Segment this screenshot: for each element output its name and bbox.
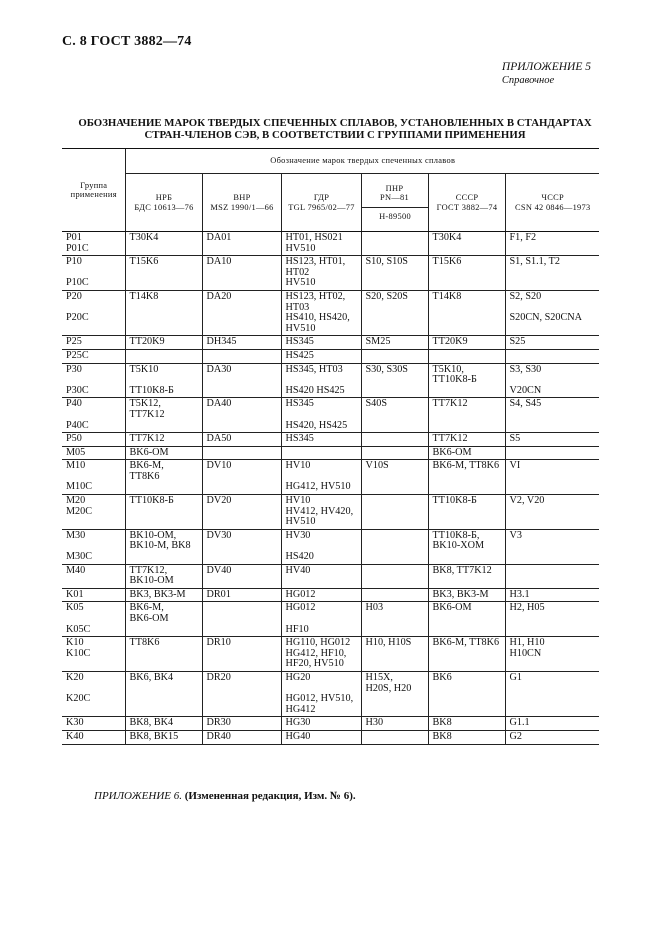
grade-cell: G2 — [505, 730, 599, 744]
grade-cell: S2, S20 S20CN, S20CNA — [505, 290, 599, 335]
grade-cell — [361, 446, 428, 460]
grade-cell: H15X, H20S, H20 — [361, 671, 428, 716]
grade-cell: BK6 — [428, 671, 505, 716]
grade-cell: HS345 — [281, 433, 361, 447]
grade-cell — [428, 349, 505, 363]
grade-cell: DV10 — [202, 460, 281, 495]
grade-cell: DR01 — [202, 588, 281, 602]
group-cell: M05 — [62, 446, 125, 460]
appendix-note: Справочное — [501, 75, 555, 86]
group-cell: P01 P01C — [62, 232, 125, 256]
col-standard: БДС 10613—76 — [134, 202, 194, 212]
grade-cell — [361, 495, 428, 530]
grade-cell: TT7K12 — [428, 433, 505, 447]
grade-cell: DA30 — [202, 363, 281, 398]
grade-cell: TT7K12, BK10-OM — [125, 564, 202, 588]
table-row — [62, 564, 599, 588]
alloy-table — [62, 148, 599, 745]
grade-cell: TT10K8-Б — [125, 495, 202, 530]
col-standard: CSN 42 0846—1973 — [514, 202, 591, 212]
grade-cell: DA10 — [202, 256, 281, 291]
grade-cell — [505, 564, 599, 588]
group-cell: K01 — [62, 588, 125, 602]
grade-cell: DV20 — [202, 495, 281, 530]
grade-cell: TT7K12 — [428, 398, 505, 433]
col-standard: PN—81 — [380, 193, 409, 203]
col-header-sssr — [428, 174, 505, 232]
grade-cell: H1, H10 H10CN — [505, 637, 599, 672]
grade-cell — [202, 602, 281, 637]
table-row — [62, 398, 599, 433]
grade-cell: DR40 — [202, 730, 281, 744]
grade-cell: T30K4 — [428, 232, 505, 256]
grade-cell: HS345 — [281, 336, 361, 350]
grade-cell: HS345, HT03 HS420 HS425 — [281, 363, 361, 398]
table-row — [62, 529, 599, 564]
grade-cell: T15K6 — [125, 256, 202, 291]
table-row — [62, 717, 599, 731]
col-country: СССР — [455, 193, 479, 202]
grade-cell: BK8, BK15 — [125, 730, 202, 744]
col-standard: TGL 7965/02—77 — [288, 202, 355, 212]
group-cell: P50 — [62, 433, 125, 447]
grade-cell: TT10K8-Б, BK10-XOM — [428, 529, 505, 564]
title-line-1: ОБОЗНАЧЕНИЕ МАРОК ТВЕРДЫХ СПЕЧЕННЫХ СПЛАВОВ, УСТАНОВЛЕННЫХ В СТАНДАРТАХ — [78, 117, 592, 129]
col-country: НРБ — [155, 193, 173, 202]
grade-cell: BK6-M, BK6-OM — [125, 602, 202, 637]
title-line-2: СТРАН-ЧЛЕНОВ СЭВ, В СООТВЕТСТВИИ С ГРУППАМИ ПРИМЕНЕНИЯ — [144, 129, 526, 141]
col-country: ГДР — [313, 193, 330, 202]
grade-cell: HG30 — [281, 717, 361, 731]
grade-cell: H3.1 — [505, 588, 599, 602]
grade-cell: S10, S10S — [361, 256, 428, 291]
grade-cell: HG012 HF10 — [281, 602, 361, 637]
grade-cell: BK3, BK3-M — [125, 588, 202, 602]
grade-cell: HG110, HG012 HG412, HF10, HF20, HV510 — [281, 637, 361, 672]
grade-cell: T14K8 — [125, 290, 202, 335]
grade-cell — [281, 446, 361, 460]
appendix-label — [502, 60, 591, 88]
col-country: ВНР — [233, 193, 251, 202]
grade-cell: S5 — [505, 433, 599, 447]
grade-cell: HG40 — [281, 730, 361, 744]
table-row — [62, 588, 599, 602]
group-cell: P30 P30C — [62, 363, 125, 398]
grade-cell: DA01 — [202, 232, 281, 256]
table-row — [62, 349, 599, 363]
col-country: ЧССР — [541, 193, 564, 202]
col-standard: ГОСТ 3882—74 — [436, 202, 498, 212]
group-cell: P20 P20C — [62, 290, 125, 335]
group-cell: K30 — [62, 717, 125, 731]
grade-cell: S30, S30S — [361, 363, 428, 398]
grade-cell: DR10 — [202, 637, 281, 672]
group-cell: M20 M20C — [62, 495, 125, 530]
table-row — [62, 363, 599, 398]
grade-cell: H30 — [361, 717, 428, 731]
grade-cell — [361, 588, 428, 602]
grade-cell: BK10-OM, BK10-M, BK8 — [125, 529, 202, 564]
grade-cell: BK8, BK4 — [125, 717, 202, 731]
grade-cell: T5K10, TT10K8-Б — [428, 363, 505, 398]
col-header-gdr — [281, 174, 361, 232]
grade-cell: H03 — [361, 602, 428, 637]
grade-cell: T30K4 — [125, 232, 202, 256]
grade-cell: HG012 — [281, 588, 361, 602]
col-header-chssr — [505, 174, 599, 232]
grade-cell: S4, S45 — [505, 398, 599, 433]
grade-cell — [361, 730, 428, 744]
group-cell: K20 K20C — [62, 671, 125, 716]
grade-cell: TT10K8-Б — [428, 495, 505, 530]
grade-cell: HS345 HS420, HS425 — [281, 398, 361, 433]
grade-cell: T5K10 TT10K8-Б — [125, 363, 202, 398]
grade-cell — [361, 529, 428, 564]
footnote-text: (Измененная редакция, Изм. № 6). — [184, 790, 356, 802]
grade-cell: H2, H05 — [505, 602, 599, 637]
grade-cell: HS425 — [281, 349, 361, 363]
grade-cell: DH345 — [202, 336, 281, 350]
group-header: Группа применения — [62, 149, 125, 232]
table-row — [62, 336, 599, 350]
grade-cell: SM25 — [361, 336, 428, 350]
grade-cell: BK6-M, TT8K6 — [428, 460, 505, 495]
grade-cell — [505, 446, 599, 460]
group-cell: K40 — [62, 730, 125, 744]
grade-cell: BK6-OM — [125, 446, 202, 460]
grade-cell: BK6-OM — [428, 602, 505, 637]
page-header: С. 8 ГОСТ 3882—74 — [62, 34, 192, 49]
table-row — [62, 256, 599, 291]
grade-cell: DA20 — [202, 290, 281, 335]
col-standard-extra: H-89500 — [379, 211, 411, 221]
table-row — [62, 433, 599, 447]
grade-cell: HS123, HT02, HT03 HS410, HS420, HV510 — [281, 290, 361, 335]
table-body — [62, 232, 599, 745]
table-row — [62, 495, 599, 530]
grade-cell: H10, H10S — [361, 637, 428, 672]
grade-cell: BK8, TT7K12 — [428, 564, 505, 588]
group-cell: P10 P10C — [62, 256, 125, 291]
table-row — [62, 446, 599, 460]
grade-cell: HG20 HG012, HV510, HG412 — [281, 671, 361, 716]
document-title — [70, 117, 600, 141]
grade-cell: BK6-OM — [428, 446, 505, 460]
grade-cell: HT01, HS021 HV510 — [281, 232, 361, 256]
grade-cell: S3, S30 V20CN — [505, 363, 599, 398]
appendix-title: ПРИЛОЖЕНИЕ 5 — [501, 61, 591, 73]
table-row — [62, 671, 599, 716]
grade-cell: BK8 — [428, 730, 505, 744]
grade-cell — [125, 349, 202, 363]
footnote — [94, 790, 356, 802]
grade-cell — [505, 349, 599, 363]
grade-cell: HV30 HS420 — [281, 529, 361, 564]
col-country: ПНР — [385, 183, 404, 193]
grade-cell — [361, 433, 428, 447]
group-cell: M10 M10C — [62, 460, 125, 495]
span-header: Обозначение марок твердых спеченных сплавов — [125, 149, 599, 174]
pnr-main — [362, 184, 428, 208]
col-standard: MSZ 1990/1—66 — [210, 202, 274, 212]
grade-cell: V10S — [361, 460, 428, 495]
grade-cell: TT20K9 — [428, 336, 505, 350]
grade-cell: BK8 — [428, 717, 505, 731]
table-row — [62, 730, 599, 744]
group-cell: M30 M30C — [62, 529, 125, 564]
group-cell: M40 — [62, 564, 125, 588]
table-row — [62, 290, 599, 335]
table-row — [62, 232, 599, 256]
grade-cell: BK3, BK3-M — [428, 588, 505, 602]
table-row — [62, 602, 599, 637]
group-cell: K10 K10C — [62, 637, 125, 672]
grade-cell: DV30 — [202, 529, 281, 564]
grade-cell: S1, S1.1, T2 — [505, 256, 599, 291]
grade-cell: DR30 — [202, 717, 281, 731]
grade-cell: T5K12, TT7K12 — [125, 398, 202, 433]
grade-cell: T14K8 — [428, 290, 505, 335]
grade-cell: DA40 — [202, 398, 281, 433]
grade-cell: V3 — [505, 529, 599, 564]
grade-cell: V2, V20 — [505, 495, 599, 530]
group-cell: P25 — [62, 336, 125, 350]
grade-cell: HV10 HV412, HV420, HV510 — [281, 495, 361, 530]
grade-cell: S20, S20S — [361, 290, 428, 335]
grade-cell: TT20K9 — [125, 336, 202, 350]
grade-cell: S25 — [505, 336, 599, 350]
grade-cell: BK6-M, TT8K6 — [428, 637, 505, 672]
table-row — [62, 637, 599, 672]
grade-cell — [202, 446, 281, 460]
grade-cell: F1, F2 — [505, 232, 599, 256]
group-cell: K05 K05C — [62, 602, 125, 637]
grade-cell: G1 — [505, 671, 599, 716]
grade-cell: HS123, HT01, HT02 HV510 — [281, 256, 361, 291]
grade-cell — [361, 349, 428, 363]
grade-cell: S40S — [361, 398, 428, 433]
col-header-pnr — [361, 174, 428, 232]
grade-cell: VI — [505, 460, 599, 495]
grade-cell: DV40 — [202, 564, 281, 588]
grade-cell: DR20 — [202, 671, 281, 716]
col-header-nrb — [125, 174, 202, 232]
grade-cell: HV10 HG412, HV510 — [281, 460, 361, 495]
grade-cell — [361, 564, 428, 588]
grade-cell: DA50 — [202, 433, 281, 447]
grade-cell: T15K6 — [428, 256, 505, 291]
table-row — [62, 460, 599, 495]
group-cell: P40 P40C — [62, 398, 125, 433]
grade-cell: G1.1 — [505, 717, 599, 731]
footnote-label: ПРИЛОЖЕНИЕ 6. — [94, 790, 182, 802]
group-cell: P25C — [62, 349, 125, 363]
col-header-vnr — [202, 174, 281, 232]
grade-cell: TT7K12 — [125, 433, 202, 447]
grade-cell — [202, 349, 281, 363]
grade-cell: TT8K6 — [125, 637, 202, 672]
grade-cell: BK6-M, TT8K6 — [125, 460, 202, 495]
grade-cell — [361, 232, 428, 256]
grade-cell: HV40 — [281, 564, 361, 588]
grade-cell: BK6, BK4 — [125, 671, 202, 716]
